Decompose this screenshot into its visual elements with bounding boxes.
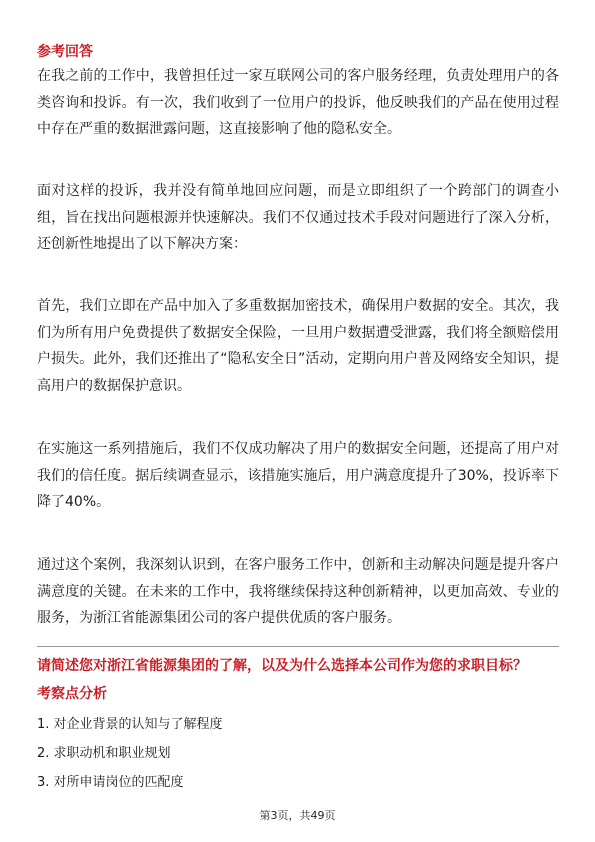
answer-heading: 参考回答	[37, 44, 93, 60]
paragraph-1: 在我之前的工作中，我曾担任过一家互联网公司的客户服务经理，负责处理用户的各类咨询和投诉。有一次，我们收到了一位用户的投诉，他反映我们的产品在使用过程中存在严重的数据泄露问题，这直接影响了他的隐私安全。	[37, 68, 559, 137]
section-divider	[37, 646, 559, 647]
analysis-item-3: 3. 对所申请岗位的匹配度	[37, 775, 184, 790]
page-number-footer: 第3页，共49页	[259, 809, 336, 822]
question-heading: 请简述您对浙江省能源集团的了解，以及为什么选择本公司作为您的求职目标？	[37, 658, 527, 674]
paragraph-2: 面对这样的投诉，我并没有简单地回应问题，而是立即组织了一个跨部门的调查小组，旨在找出问题根源并快速解决。我们不仅通过技术手段对问题进行了深入分析，还创新性地提出了以下解决方案：	[37, 183, 559, 252]
paragraph-3: 首先，我们立即在产品中加入了多重数据加密技术，确保用户数据的安全。其次，我们为所有用户免费提供了数据安全保险，一旦用户数据遭受泄露，我们将全额赔偿用户损失。此外，我们还推出了“隐私安全日”活动，定期向用户普及网络安全知识，提高用户的数据保护意识。	[37, 298, 559, 394]
paragraph-5: 通过这个案例，我深刻认识到，在客户服务工作中，创新和主动解决问题是提升客户满意度的关键。在未来的工作中，我将继续保持这种创新精神，以更加高效、专业的服务，为浙江省能源集团公司的客户提供优质的客户服务。	[37, 557, 559, 626]
paragraph-4: 在实施这一系列措施后，我们不仅成功解决了用户的数据安全问题，还提高了用户对我们的信任度。据后续调查显示，该措施实施后，用户满意度提升了30%，投诉率下降了40%。	[37, 441, 559, 510]
analysis-item-1: 1. 对企业背景的认知与了解程度	[37, 717, 223, 732]
analysis-heading: 考察点分析	[37, 686, 107, 702]
analysis-item-2: 2. 求职动机和职业规划	[37, 746, 171, 761]
